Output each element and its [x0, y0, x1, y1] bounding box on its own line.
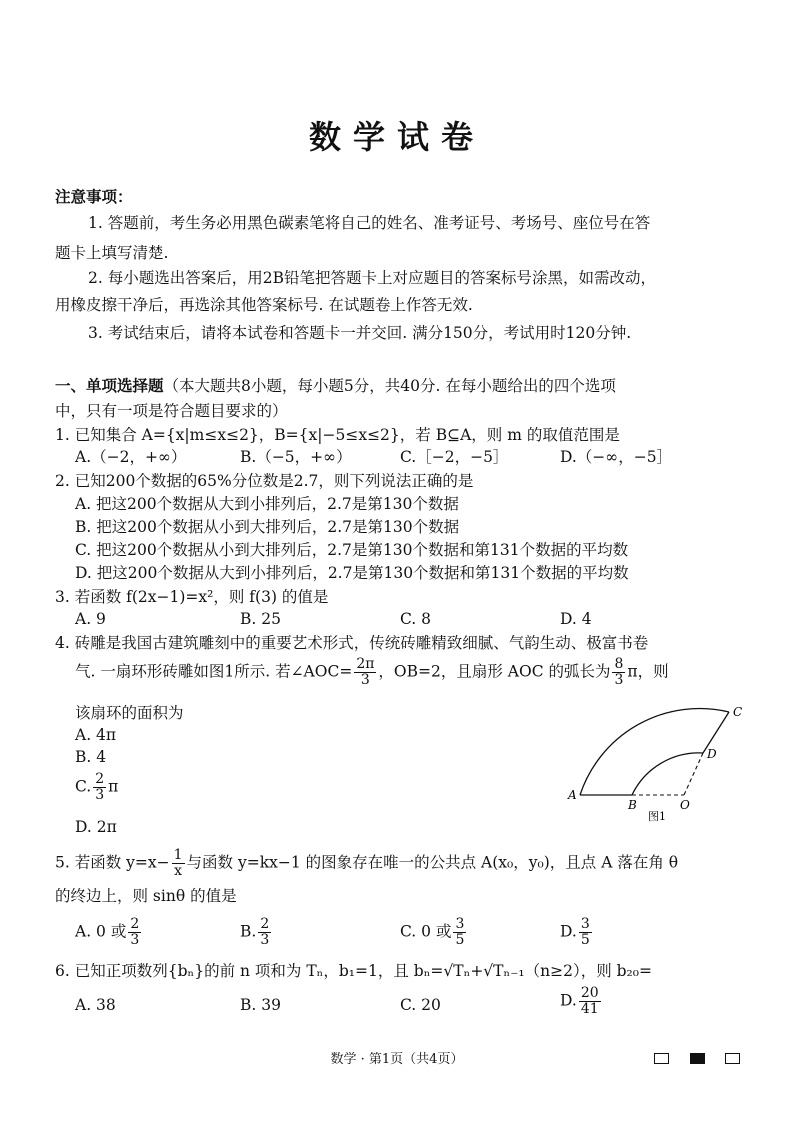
q1-option-c: C.［−2，−5］ — [400, 448, 509, 466]
q4-arc-num: 8 — [614, 656, 624, 672]
q6-option-d-fraction — [579, 986, 601, 1017]
q5-option-a — [75, 917, 143, 948]
q4-option-c-suffix: π — [108, 777, 119, 796]
q5-option-b-den: 3 — [260, 932, 270, 948]
q5-option-a-den: 3 — [130, 932, 140, 948]
q2-option-d: D. 把这200个数据从大到小排列后，2.7是第130个数据和第131个数据的平均数 — [75, 564, 629, 582]
page-marker-empty-2 — [725, 1053, 740, 1064]
section-1-header — [55, 375, 616, 397]
q5-option-d-num: 3 — [580, 916, 590, 932]
label-a: A — [568, 788, 577, 802]
figure-caption: 图1 — [648, 810, 666, 823]
q5-option-d-den: 5 — [580, 932, 590, 948]
q4-option-a: A. 4π — [75, 726, 117, 744]
q6-option-d — [560, 986, 603, 1017]
label-c: C — [733, 705, 743, 719]
q4-angle-fraction — [354, 657, 376, 688]
q2-option-b: B. 把这200个数据从小到大排列后，2.7是第130个数据 — [75, 518, 460, 536]
q5-option-b-fraction — [258, 917, 271, 948]
q5-option-c-fraction — [453, 917, 466, 948]
page-marker-filled — [690, 1053, 705, 1064]
notice-item-2b: 用橡皮擦干净后，再选涂其他答案标号. 在试题卷上作答无效. — [55, 296, 473, 314]
q6-stem: 6. 已知正项数列{bₙ}的前 n 项和为 Tₙ，b₁=1，且 bₙ=√Tₙ+√Tₙ₋₁（n≥2），则 b₂₀= — [55, 962, 652, 980]
q5-line-1 — [55, 848, 678, 879]
q4-line-2b: ，OB=2，且扇形 AOC 的弧长为 — [378, 662, 611, 681]
q2-stem: 2. 已知200个数据的65%分位数是2.7，则下列说法正确的是 — [55, 472, 474, 490]
notice-item-1a: 1. 答题前，考生务必用黑色碳素笔将自己的姓名、准考证号、考场号、座位号在答 — [88, 214, 651, 232]
q3-option-b: B. 25 — [240, 610, 281, 628]
q5-fraction-num: 1 — [173, 847, 183, 863]
q5-fraction-den: x — [174, 863, 183, 879]
inner-arc — [632, 753, 703, 795]
q5-line-2: 的终边上，则 sinθ 的值是 — [55, 887, 237, 905]
notice-item-2a: 2. 每小题选出答案后，用2B铅笔把答题卡上对应题目的答案标号涂黑，如需改动， — [88, 269, 656, 287]
figure-1-annular-sector — [560, 700, 760, 830]
page-footer: 数学 · 第1页（共4页） — [330, 1052, 464, 1067]
q5-option-c — [400, 917, 468, 948]
q6-option-d-num: 20 — [580, 985, 599, 1001]
label-o: O — [680, 798, 690, 812]
q5-line-1a: 5. 若函数 y=x− — [55, 853, 170, 872]
q4-option-c-fraction — [93, 772, 106, 803]
q4-line-3: 该扇环的面积为 — [75, 704, 184, 722]
q4-option-c — [75, 772, 118, 803]
notice-item-3: 3. 考试结束后，请将本试卷和答题卡一并交回. 满分150分，考试用时120分钟. — [88, 324, 632, 342]
section-1-heading: 一、单项选择题 — [55, 376, 164, 395]
q5-option-b-label: B. — [240, 922, 257, 941]
q1-stem: 1. 已知集合 A={x|m≤x≤2}，B={x|−5≤x≤2}，若 B⊆A，则 m 的取值范围是 — [55, 426, 620, 444]
q5-option-a-fraction — [128, 917, 141, 948]
notice-item-1b: 题卡上填写清楚. — [55, 244, 169, 262]
q3-option-a: A. 9 — [75, 610, 106, 628]
label-d: D — [707, 747, 717, 761]
q5-option-a-num: 2 — [130, 916, 140, 932]
q5-option-d-label: D. — [560, 922, 577, 941]
section-1-desc-a: （本大题共8小题，每小题5分，共40分. 在每小题给出的四个选项 — [163, 377, 616, 395]
q2-option-c: C. 把这200个数据从小到大排列后，2.7是第130个数据和第131个数据的平均数 — [75, 541, 629, 559]
q3-option-c: C. 8 — [400, 610, 432, 628]
q1-option-d: D.（−∞，−5］ — [560, 448, 673, 466]
page-marker-empty-1 — [654, 1053, 669, 1064]
q4-angle-num: 2π — [356, 656, 375, 672]
q4-option-d: D. 2π — [75, 818, 117, 836]
q5-fraction — [172, 848, 185, 879]
q5-option-d-fraction — [579, 917, 592, 948]
section-1-desc-b: 中，只有一项是符合题目要求的） — [55, 402, 288, 420]
q4-line-1: 4. 砖雕是我国古建筑雕刻中的重要艺术形式，传统砖雕精致细腻、气韵生动、极富书卷 — [55, 634, 649, 652]
label-b: B — [628, 798, 637, 812]
q4-line-2c: π，则 — [627, 662, 669, 681]
q4-arc-fraction — [612, 657, 625, 688]
segment-do-dashed — [684, 753, 703, 795]
page-title: 数学试卷 — [308, 118, 485, 156]
q5-option-a-label: A. 0 或 — [75, 922, 127, 941]
q3-option-d: D. 4 — [560, 610, 592, 628]
q5-option-c-num: 3 — [455, 916, 465, 932]
q5-option-c-den: 5 — [455, 932, 465, 948]
q5-line-1b: 与函数 y=kx−1 的图象存在唯一的公共点 A(x₀，y₀)，且点 A 落在角 θ — [186, 853, 679, 872]
q1-option-a: A.（−2，+∞） — [75, 448, 187, 466]
q2-option-a: A. 把这200个数据从大到小排列后，2.7是第130个数据 — [75, 495, 459, 513]
q5-option-c-label: C. 0 或 — [400, 922, 452, 941]
q4-option-c-num: 2 — [95, 771, 105, 787]
notice-heading: 注意事项： — [55, 187, 133, 206]
q6-option-c: C. 20 — [400, 996, 441, 1014]
q5-option-b-num: 2 — [260, 916, 270, 932]
q6-option-a: A. 38 — [75, 996, 116, 1014]
q6-option-d-den: 41 — [580, 1001, 599, 1017]
q6-option-d-label: D. — [560, 991, 577, 1010]
q1-option-b: B.（−5，+∞） — [240, 448, 352, 466]
q5-option-b — [240, 917, 273, 948]
q4-arc-den: 3 — [614, 672, 624, 688]
q4-angle-den: 3 — [360, 672, 370, 688]
q4-line-2 — [75, 657, 669, 688]
q3-stem: 3. 若函数 f(2x−1)=x²，则 f(3) 的值是 — [55, 588, 329, 606]
q4-option-c-den: 3 — [95, 787, 105, 803]
q4-line-2a: 气. 一扇环形砖雕如图1所示. 若∠AOC= — [75, 662, 353, 681]
q5-option-d — [560, 917, 594, 948]
q4-option-b: B. 4 — [75, 748, 107, 766]
q6-option-b: B. 39 — [240, 996, 281, 1014]
q4-option-c-label: C. — [75, 777, 92, 796]
